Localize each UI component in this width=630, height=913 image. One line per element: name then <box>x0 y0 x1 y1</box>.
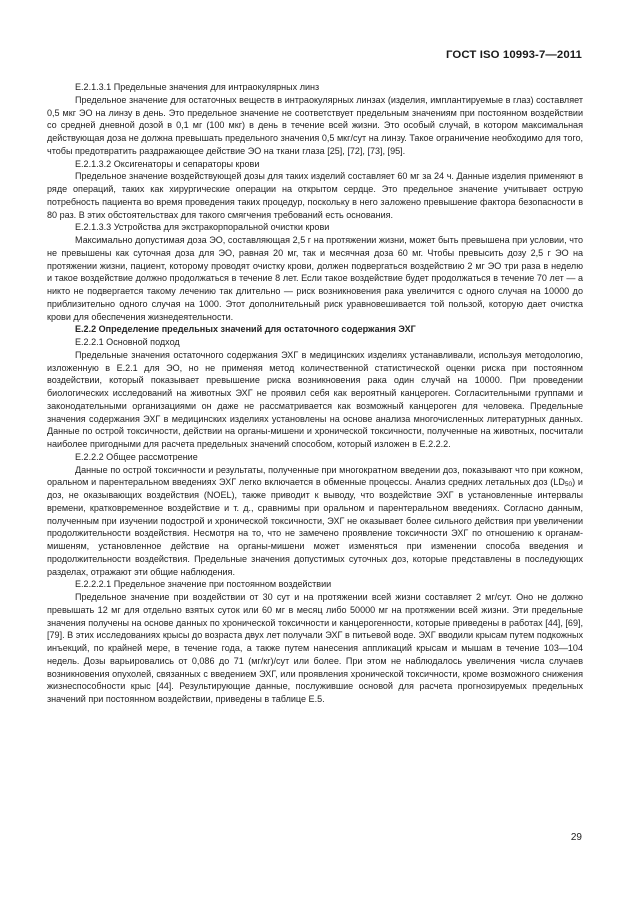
section-heading-e21132: Е.2.1.3.2 Оксигенаторы и сепараторы крови <box>75 158 260 169</box>
paragraph <box>47 464 583 579</box>
section-heading-e222: Е.2.2.2 Общее рассмотрение <box>75 451 198 462</box>
section-heading-e22: Е.2.2 Определение предельных значений для остаточного содержания ЭХГ <box>75 324 416 335</box>
document-body <box>47 81 583 706</box>
text-run: ) и доз, не оказывающих воздействия (NOEL), также приводит к выводу, что воздействие ЭХГ в установленные интервалы времени, кратковременное воздействие и т. д., сравнимы при оральном и парентеральном введениях. Согласно данным, полученным при изучении подострой и хронической токсичности, ЭХГ не оказывает более сильного действия при увеличении продолжительности воздействия. Несмотря на то, что не замечено проявление токсичности ЭХГ по отношению к органам-мишеням, установленное действие на органы-мишени может изменяться при изменении способа введения и продолжительности воздействия. Предельные значения допустимых суточных доз, которые представлены в последующих разделах, отражают эти общие наблюдения. <box>47 477 583 577</box>
page-number: 29 <box>570 832 582 843</box>
paragraph: Предельное значение при воздействии от 30 сут и на протяжении всей жизни составляет 2 мг/сут. Оно не должно превышать 12 мг для отдельно взятых суток или 60 мг в месяц либо 50000 мг на протяжении всей жизни. Эти предельные значения получены на основе данных по хронической токсичности и канцерогенности, которые приведены в работах [44], [69], [79]. В этих исследованиях крысы до возраста двух лет получали ЭХГ в питьевой воде. ЭХГ вводили крысам путем подкожных инъекций, по крайней мере, в течение года, а также путем нанесения аппликаций крысам и мышам в течение 103—104 недель. Дозы варьировались от 0,086 до 71 (мг/кг)/сут или более. При этом не наблюдалось увеличения числа случаев возникновения опухолей, связанных с введением ЭХГ, или проявления хронической токсичности, кроме возможного снижения жизнеспособности крыс [44]. Результирующие данные, послужившие основой для расчета прогнозируемых предельных значений при постоянном воздействии, приведены в таблице Е.5. <box>47 592 583 704</box>
standard-header: ГОСТ ISO 10993-7—2011 <box>445 49 582 61</box>
section-heading-e2221: Е.2.2.2.1 Предельное значение при постоянном воздействии <box>75 579 332 590</box>
subscript: 50 <box>564 481 573 489</box>
section-heading-e221: Е.2.2.1 Основной подход <box>75 337 180 347</box>
section-heading-e21133: Е.2.1.3.3 Устройства для экстракорпоральной очистки крови <box>75 222 330 233</box>
text-run: Данные по острой токсичности и результаты, полученные при многократном введении доз, показывают что при кожном, оральном и парентеральном введениях ЭХГ легко включается в обменные процессы. Анализ средних летальных доз (LD <box>47 464 583 488</box>
section-heading-e21131: Е.2.1.3.1 Предельные значения для интраокулярных линз <box>75 82 320 92</box>
paragraph: Предельное значение воздействующей дозы для таких изделий составляет 60 мг за 24 ч. Данные изделия применяют в ряде операций, таких как хирургические операции на открытом сердце. Это предельное значение учитывает острую потребность пациента во время проведения таких процедур, поскольку в него заложено превышение фактора безопасности в 80 раз. В этих обстоятельствах для такого смягчения требований есть основания. <box>47 171 583 220</box>
paragraph: Предельные значения остаточного содержания ЭХГ в медицинских изделиях устанавливали, используя методологию, изложенную в Е.2.1 для ЭО, но не применяя метод количественной статистической оценки риска при постоянном воздействии, который показывает превышение риска возникновения рака один случай на 10000. При проведении биологических исследований на животных ЭХГ не проявил себя как вероятный канцероген. Согласительными группами и законодательными организациями он даже не рассматривается как возможный канцероген для человека. Предельные значения содержания ЭХГ в медицинских изделиях установлены на основе анализа многочисленных литературных данных. Данные по острой токсичности, действии на органы-мишени и хронической токсичности, полученные на животных, посчитали наиболее пригодными для расчета предельных значений способом, который изложен в Е.2.2.2. <box>47 349 583 449</box>
paragraph: Максимально допустимая доза ЭО, составляющая 2,5 г на протяжении жизни, может быть превышена при условии, что не превышены как суточная доза для ЭО, равная 20 мг, так и месячная доза 60 мг. Чтобы превысить дозу 2,5 г ЭО на протяжении жизни, пациент, которому проводят очистку крови, должен подвергаться воздействию 2 мг ЭО три раза в неделю и такое воздействие должно продолжаться в течение 8 лет. Если такое воздействие будет продолжаться в течение 70 лет — а никто не подвергается такому лечению так длительно — риск возникновения рака увеличится с одного случая на 10000 до приблизительно одного случая на 1000. Этот дополнительный риск уравновешивается той пользой, которую дает очистка крови для обеспечения жизнедеятельности. <box>47 235 583 322</box>
paragraph: Предельное значение для остаточных веществ в интраокулярных линзах (изделия, имплантируемые в глаз) составляет 0,5 мкг ЭО на линзу в день. Это предельное значение не соответствует предельным значениям при постоянном воздействии со средней дневной дозой в 0,1 мг (100 мкг) в день в течение всей жизни. Это особый случай, в котором максимальная действующая доза не должна превышать предельного значения 0,5 мкг/сут на линзу. Такое ограничение необходимо для того, чтобы предотвратить раздражающее действие ЭО на ткани глаза [25], [72], [73], [95]. <box>47 94 583 156</box>
